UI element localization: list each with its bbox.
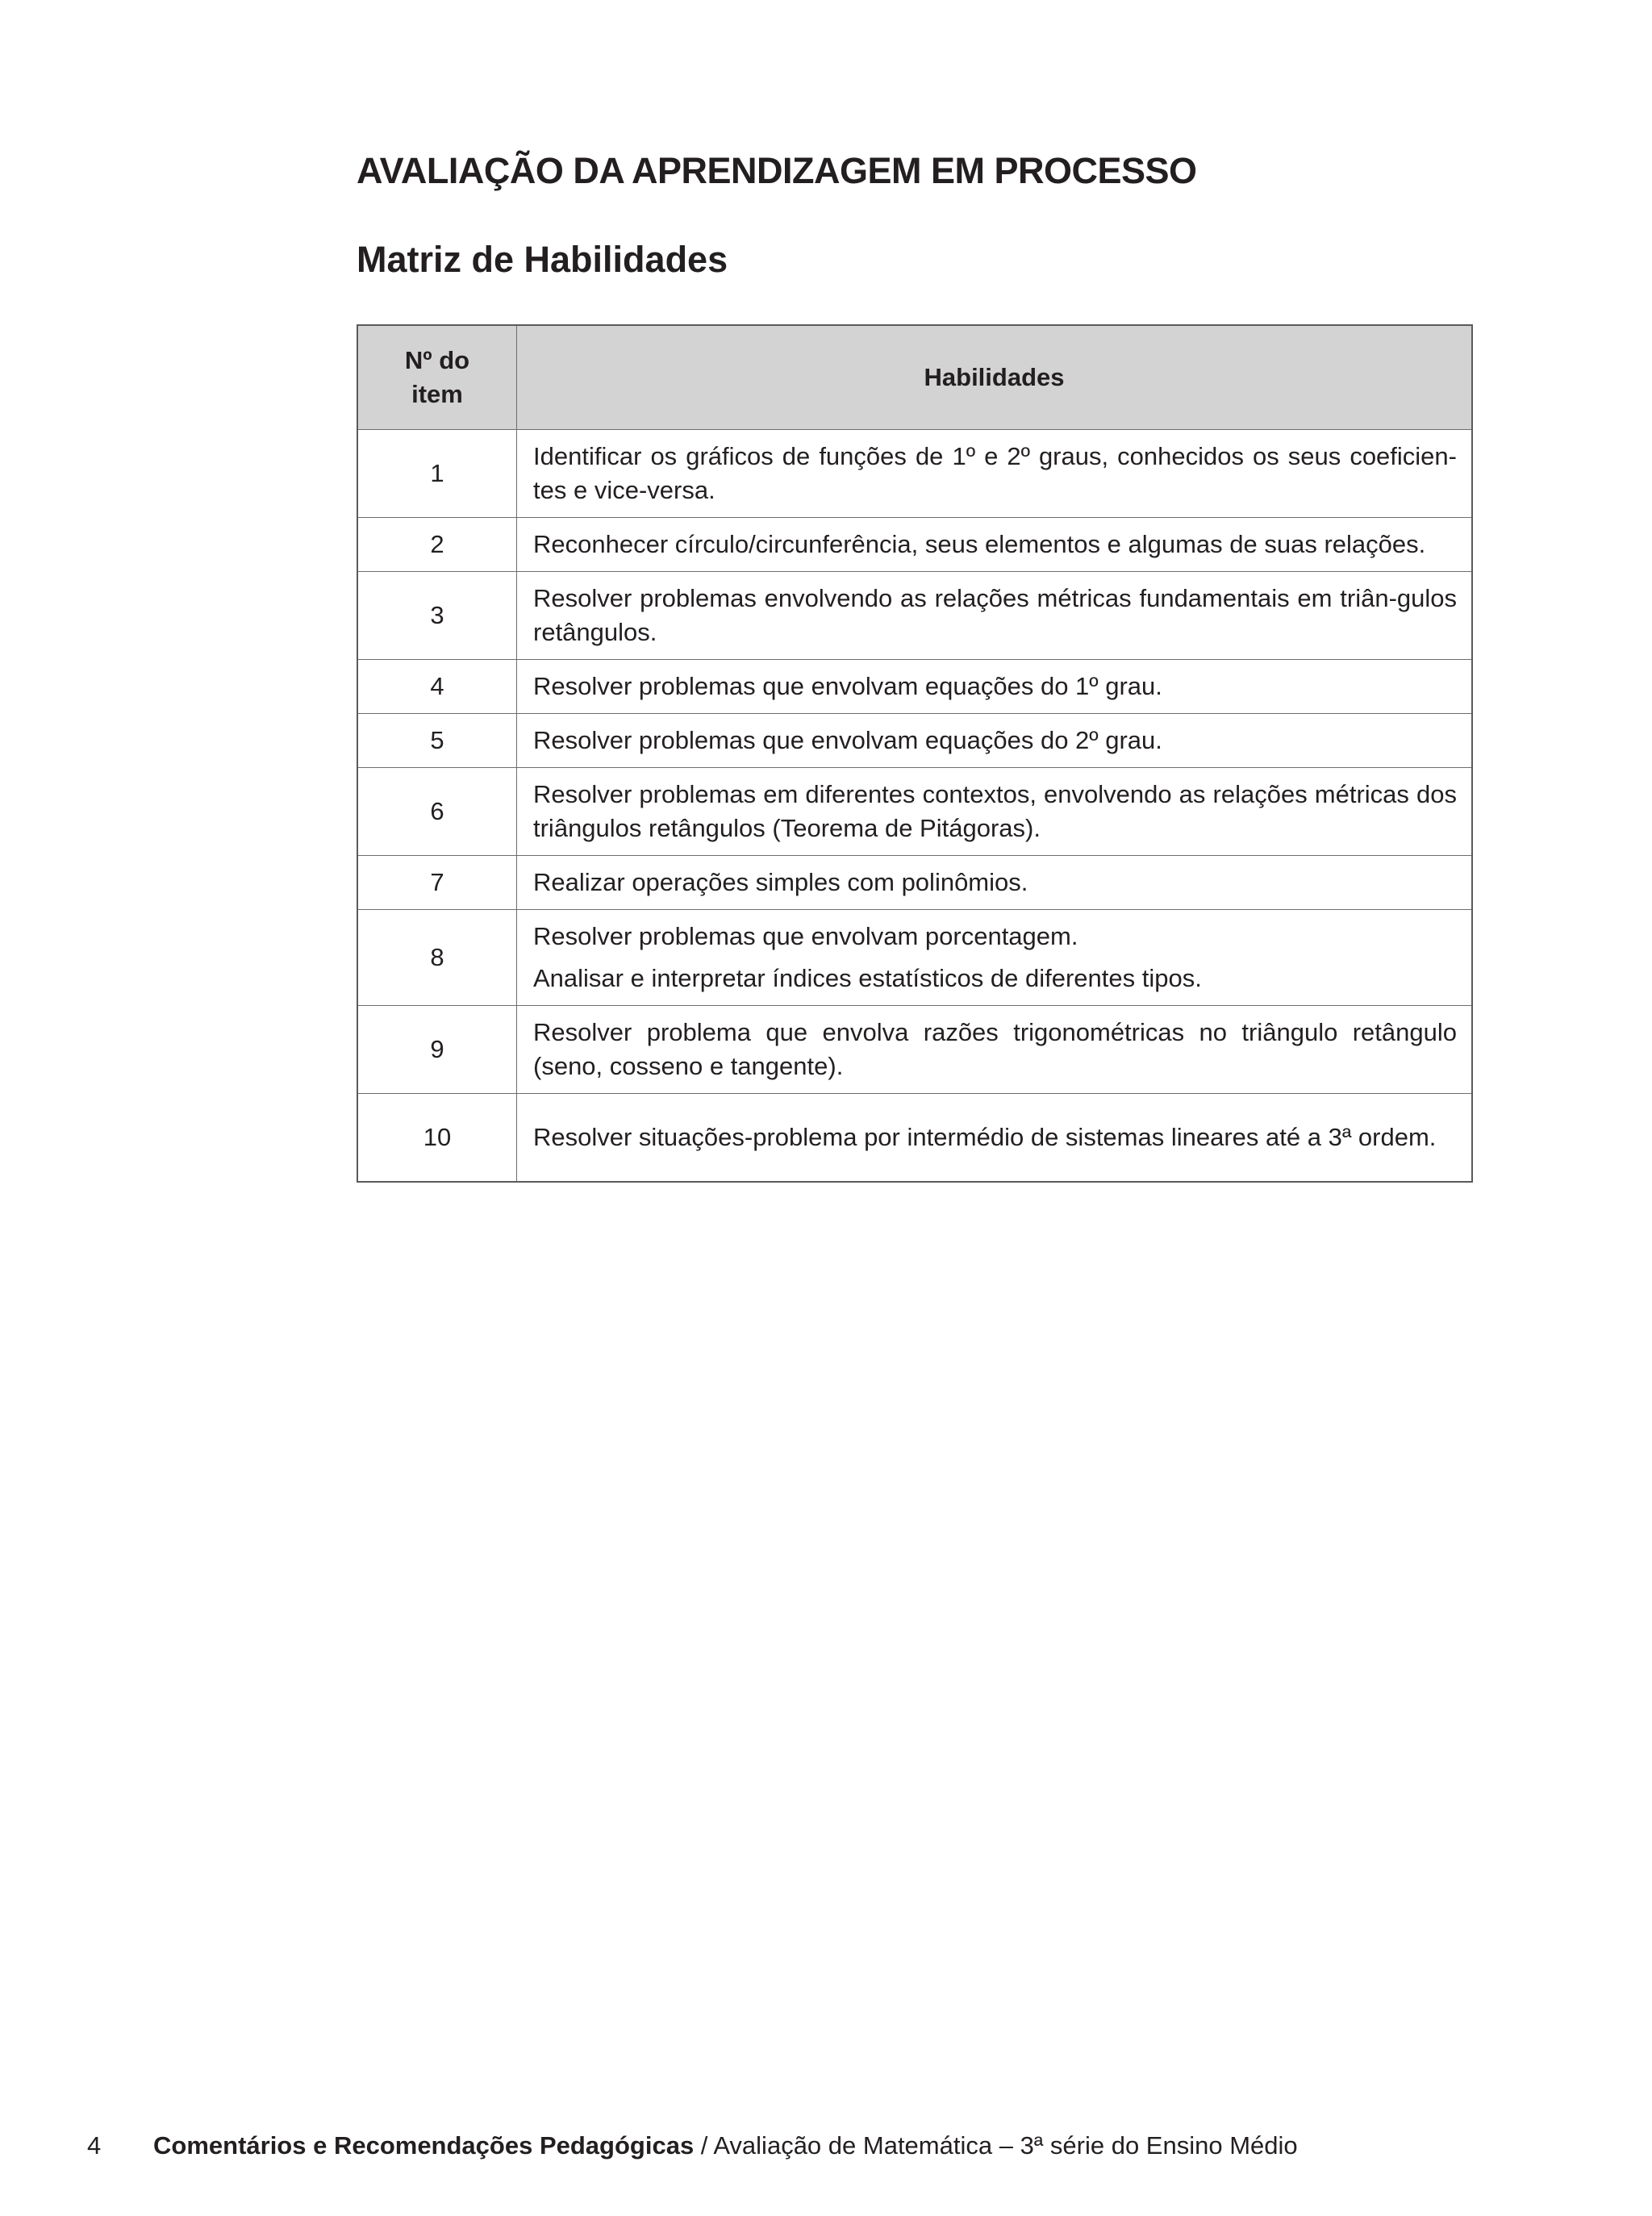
skill-text: Resolver situações-problema por intermédio de sistemas lineares até a 3ª ordem. (533, 1123, 1437, 1151)
page-footer (87, 2131, 1298, 2160)
item-number: 4 (357, 660, 517, 714)
table-row (357, 714, 1472, 768)
skill-description (517, 430, 1473, 518)
table-row (357, 660, 1472, 714)
item-number-header (357, 325, 517, 430)
skill-description (517, 768, 1473, 856)
table-row (357, 768, 1472, 856)
skill-description (517, 518, 1473, 572)
item-number: 7 (357, 856, 517, 910)
page-number: 4 (87, 2131, 102, 2160)
item-number-header-line2: item (411, 380, 463, 408)
footer-publication-subtitle: / Avaliação de Matemática – 3ª série do Ensino Médio (694, 2131, 1298, 2160)
skill-text: Resolver problemas que envolvam equações do 2º grau. (533, 726, 1162, 754)
skill-description (517, 660, 1473, 714)
item-number: 1 (357, 430, 517, 518)
skill-text: Analisar e interpretar índices estatísticos de diferentes tipos. (533, 964, 1202, 992)
skill-text: Resolver problema que envolva razões trigonométricas no triângulo retângulo (seno, cosseno e tangente). (533, 1018, 1457, 1080)
table-row (357, 856, 1472, 910)
skill-description (517, 910, 1473, 1006)
skill-description (517, 1006, 1473, 1094)
item-number: 2 (357, 518, 517, 572)
footer-publication-title: Comentários e Recomendações Pedagógicas (153, 2131, 695, 2160)
skill-text: Resolver problemas que envolvam equações do 1º grau. (533, 672, 1162, 700)
item-number: 6 (357, 768, 517, 856)
table-row (357, 518, 1472, 572)
item-number: 5 (357, 714, 517, 768)
skills-header: Habilidades (517, 325, 1473, 430)
skill-description (517, 714, 1473, 768)
table-header-row (357, 325, 1472, 430)
item-number: 10 (357, 1094, 517, 1183)
table-row (357, 572, 1472, 660)
skill-description (517, 572, 1473, 660)
skills-matrix-table (357, 324, 1473, 1183)
skill-text: Identificar os gráficos de funções de 1º e 2º graus, conhecidos os seus coeficien-tes e vice-versa. (533, 442, 1457, 504)
skill-description (517, 1094, 1473, 1183)
skill-text: Realizar operações simples com polinômios. (533, 868, 1028, 896)
table-row (357, 910, 1472, 1006)
table-row (357, 430, 1472, 518)
table-row (357, 1094, 1472, 1183)
skill-text: Resolver problemas em diferentes contextos, envolvendo as relações métricas dos triângulos retângulos (Teorema de Pitágoras). (533, 780, 1457, 842)
item-number: 9 (357, 1006, 517, 1094)
section-title: Matriz de Habilidades (357, 239, 728, 280)
skill-text: Reconhecer círculo/circunferência, seus elementos e algumas de suas relações. (533, 530, 1426, 558)
item-number: 8 (357, 910, 517, 1006)
item-number-header-line1: Nº do (404, 346, 470, 374)
skill-description (517, 856, 1473, 910)
table-row (357, 1006, 1472, 1094)
skill-text: Resolver problemas envolvendo as relações métricas fundamentais em triân-gulos retângulos. (533, 584, 1457, 646)
item-number: 3 (357, 572, 517, 660)
page-title: AVALIAÇÃO DA APRENDIZAGEM EM PROCESSO (357, 150, 1197, 191)
skill-text: Resolver problemas que envolvam porcentagem. (533, 922, 1078, 950)
